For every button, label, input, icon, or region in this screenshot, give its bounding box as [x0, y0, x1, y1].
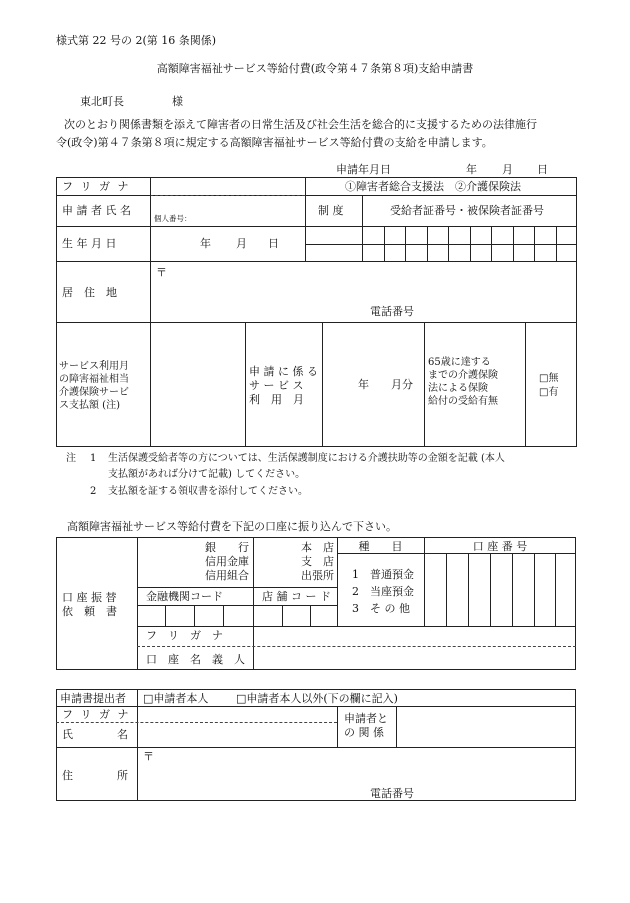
year-month-field: 年 月分: [358, 378, 413, 391]
submitter-other-checkbox[interactable]: □申請者本人以外(下の欄に記入): [236, 692, 398, 705]
intro-line-2: 令(政令)第４７条第８項に規定する高額障害福祉サービス等給付費の支給を申請します。: [56, 136, 493, 149]
bank-type-list: 銀 行 信用金庫 信用組合: [205, 541, 249, 582]
birth-date-label: 生 年 月 日: [62, 237, 117, 250]
submitter-self-checkbox[interactable]: □申請者本人: [143, 692, 209, 705]
submitter-phone-label: 電話番号: [370, 787, 414, 800]
phone-label: 電話番号: [370, 305, 414, 318]
bank-intro: 高額障害福祉サービス等給付費を下記の口座に振り込んで下さい。: [67, 520, 397, 533]
note-2-text: 支払額を証する領収書を添付してください。: [108, 486, 308, 497]
service-month-amount-label: サービス利用月 の障害福祉相当 介護保険サービ ス支払額 (注): [59, 361, 129, 411]
note-1-number: 1: [90, 453, 97, 464]
relation-label: 申請者と の 関 係: [344, 712, 388, 739]
birth-year: 年: [200, 237, 211, 250]
date-year: 年: [466, 163, 477, 176]
my-number-label: 個人番号：: [154, 214, 192, 223]
account-number-header: 口 座 番 号: [472, 540, 528, 553]
option-yes-checkbox[interactable]: □有: [539, 387, 559, 398]
institution-code-label: 金融機関コード: [146, 590, 223, 603]
branch-code-label: 店 舗 コ ー ド: [262, 590, 331, 603]
note-1-line-2: 支払額があれば分けて記載) してください。: [108, 469, 306, 480]
birth-day: 日: [268, 237, 279, 250]
account-type-list: 1 普通預金 2 当座預金 3 そ の 他: [352, 568, 414, 615]
addressee-honorific: 様: [172, 95, 183, 108]
option-none-checkbox[interactable]: □無: [539, 373, 559, 384]
note-1-line-1: 生活保護受給者等の方については、生活保護制度における介護扶助等の金額を記載 (本人: [108, 453, 505, 464]
postal-mark: 〒: [156, 266, 167, 279]
date-day: 日: [537, 163, 548, 176]
submitter-label: 申請書提出者: [60, 692, 126, 705]
note-2-number: 2: [90, 486, 97, 497]
intro-line-1: 次のとおり関係書類を添えて障害者の日常生活及び社会生活を総合的に支援するための法律施行: [64, 118, 537, 131]
kaigo-insurance-note: 65歳に達する までの介護保険 法による保険 給付の受給有無: [428, 357, 498, 407]
transfer-request-label: 口 座 振 替 依 頼 書: [62, 591, 117, 618]
note-head: 注: [66, 453, 76, 464]
system-label: 制 度: [318, 204, 344, 217]
submitter-furigana-label: フ リ ガ ナ: [62, 708, 131, 721]
applicant-name-label: 申 請 者 氏 名: [62, 204, 131, 217]
account-holder-label: 口 座 名 義 人: [146, 653, 245, 666]
certificate-number-label: 受給者証番号・被保険者証番号: [390, 204, 544, 217]
account-furigana-label: フ リ ガ ナ: [146, 629, 223, 642]
addressee: 東北町長: [80, 95, 124, 108]
submitter-name-label: 氏 名: [62, 728, 128, 741]
furigana-label: フ リ ガ ナ: [62, 180, 131, 193]
form-number: 様式第 22 号の 2(第 16 条関係): [56, 34, 217, 47]
law-options: ①障害者総合支援法 ②介護保険法: [345, 180, 521, 193]
submitter-address-label: 住 所: [62, 769, 128, 782]
branch-type-list: 本 店 支 店 出張所: [301, 541, 334, 582]
page-title: 高額障害福祉サービス等給付費(政令第４７条第８項)支給申請書: [156, 62, 474, 75]
residence-label: 居 住 地: [62, 286, 117, 299]
account-type-header: 種 目: [358, 540, 403, 553]
birth-month: 月: [236, 237, 247, 250]
application-date-label: 申請年月日: [336, 163, 391, 176]
date-month: 月: [502, 163, 513, 176]
submitter-postal-mark: 〒: [143, 750, 154, 763]
related-service-month-label: 申 請 に 係 る サ ー ビ ス 利 用 月: [249, 365, 318, 406]
